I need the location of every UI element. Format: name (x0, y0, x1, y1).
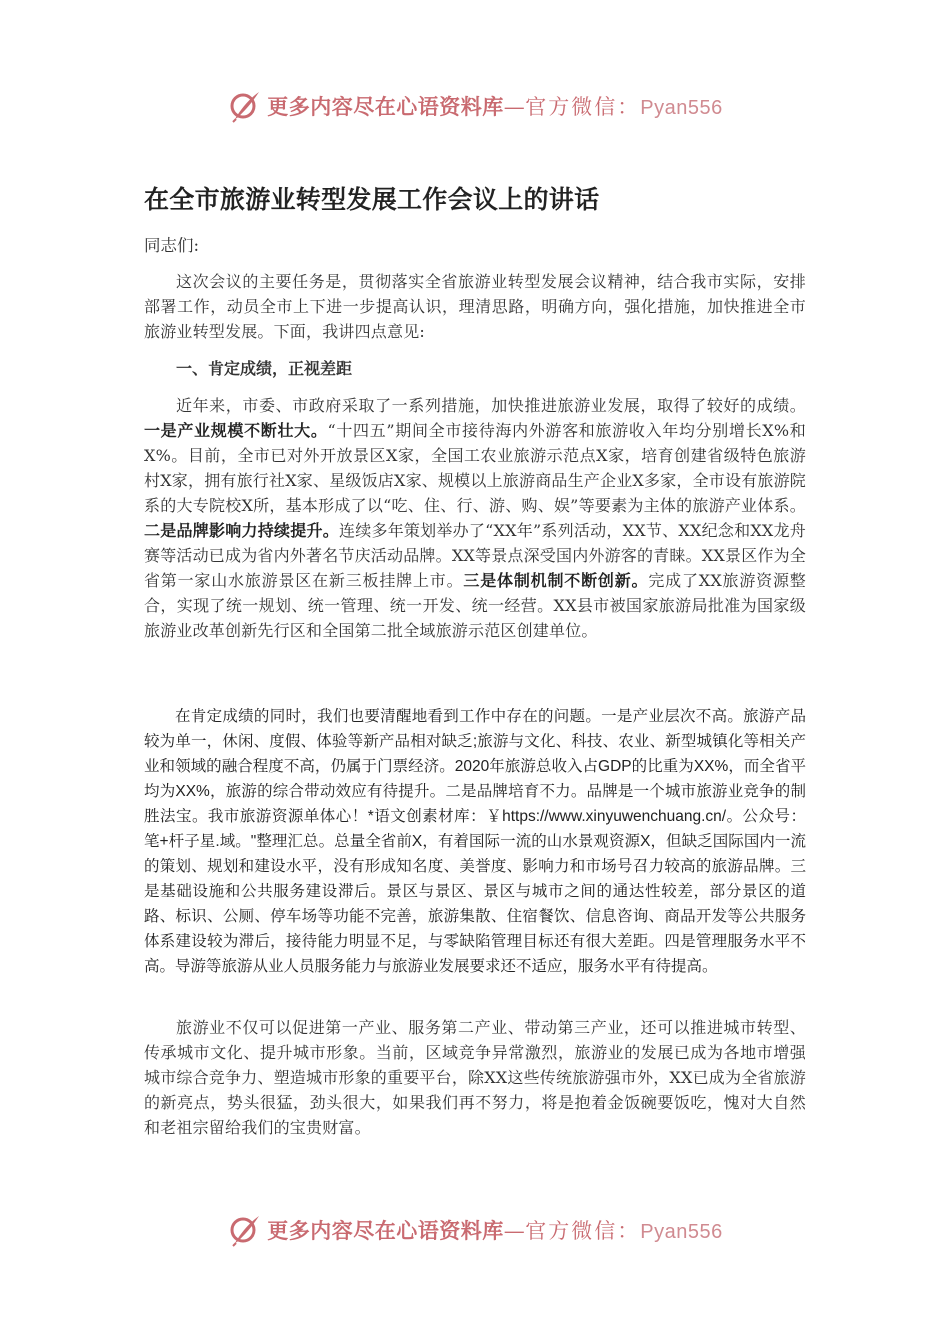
banner-dash: — (503, 95, 526, 119)
banner-brand: 更多内容尽在心语资料库 (267, 94, 504, 119)
text-run: 完成了XX旅游资源整合，实现了统一规划、统一管理、统一开发、统一经营。XX县市被国家旅游局批准为国家级旅游业改革创新先行区和全国第二批全域旅游示范区创建单位。 (144, 571, 806, 640)
banner-dash: — (503, 1219, 526, 1243)
banner-wechat-label: 官方微信： (525, 1219, 641, 1243)
text-run: 连续多年策划举办了“XX年”系列活动，XX节、XX纪念和XX龙舟赛等活动已成为省内外著名节庆活动品牌。XX等景点深受国内外游客的青睐。XX景区作为全省第一家山水旅游景区在新三板挂牌上市。 (144, 521, 807, 590)
page-title: 在全市旅游业转型发展工作会议上的讲话 (144, 185, 600, 214)
header-banner (0, 84, 950, 128)
text-run: “十四五”期间全市接待海内外游客和旅游收入年均分别增长X%和X%。目前，全市已对外开放景区X家，全国工农业旅游示范点X家，培育创建省级特色旅游村X家，拥有旅行社X家、星级饭店X家、规模以上旅游商品生产企业X多家，全市设有旅游院系的大专院校X所，基本形成了以“吃、住、行、游、购、娱”等要素为主体的旅游产业体系。 (144, 421, 806, 515)
bold-point-1: 一是产业规模不断壮大。 (144, 421, 328, 440)
bold-point-3: 三是体制机制不断创新。 (463, 571, 649, 590)
quill-logo-icon (227, 89, 261, 123)
quill-logo-icon (227, 1213, 261, 1247)
banner-wechat-id: Pyan556 (640, 97, 723, 119)
paragraph-achievements (144, 393, 806, 643)
banner-wechat-label: 官方微信： (525, 95, 641, 119)
text-run: 近年来，市委、市政府采取了一系列措施，加快推进旅游业发展，取得了较好的成绩。 (176, 396, 806, 415)
footer-banner (0, 1208, 950, 1252)
paragraph-significance: 旅游业不仅可以促进第一产业、服务第二产业、带动第三产业，还可以推进城市转型、传承城市文化、提升城市形象。当前，区域竞争异常激烈，旅游业的发展已成为各地市增强城市综合竞争力、塑造城市形象的重要平台，除XX这些传统旅游强市外，XX已成为全省旅游的新亮点，势头很猛，劲头很大，如果我们再不努力，将是抱着金饭碗要饭吃，愧对大自然和老祖宗留给我们的宝贵财富。 (144, 1018, 806, 1137)
greeting: 同志们: (144, 236, 200, 255)
paragraph-intro: 这次会议的主要任务是，贯彻落实全省旅游业转型发展会议精神，结合我市实际，安排部署工作，动员全市上下进一步提高认识，理清思路，明确方向，强化措施，加快推进全市旅游业转型发展。下面，我讲四点意见: (144, 272, 806, 341)
banner-brand: 更多内容尽在心语资料库 (267, 1218, 504, 1243)
bold-point-2: 二是品牌影响力持续提升。 (144, 521, 339, 540)
banner-wechat-id: Pyan556 (640, 1221, 723, 1243)
section-heading-1: 一、肯定成绩，正视差距 (176, 359, 353, 378)
paragraph-problems: 在肯定成绩的同时，我们也要清醒地看到工作中存在的问题。一是产业层次不高。旅游产品较为单一，休闲、度假、体验等新产品相对缺乏;旅游与文化、科技、农业、新型城镇化等相关产业和领域的融合程度不高，仍属于门票经济。2020年旅游总收入占GDP的比重为XX%，而全省平均为XX%，旅游的综合带动效应有待提升。二是品牌培育不力。品牌是一个城市旅游业竞争的制胜法宝。我市旅游资源单体心！*语文创素材库：￥https://www.xinyuwenchuang.cn/。公众号：笔+杆子星.域。"整理汇总。总量全省前X，有着国际一流的山水景观资源X，但缺乏国际国内一流的策划、规划和建设水平，没有形成知名度、美誉度、影响力和市场号召力较高的旅游品牌。三是基础设施和公共服务建设滞后。景区与景区、景区与城市之间的通达性较差，部分景区的道路、标识、公厕、停车场等功能不完善，旅游集散、住宿餐饮、信息咨询、商品开发等公共服务体系建设较为滞后，接待能力明显不足，与零缺陷管理目标还有很大差距。四是管理服务水平不高。导游等旅游从业人员服务能力与旅游业发展要求还不适应，服务水平有待提高。 (144, 708, 806, 975)
